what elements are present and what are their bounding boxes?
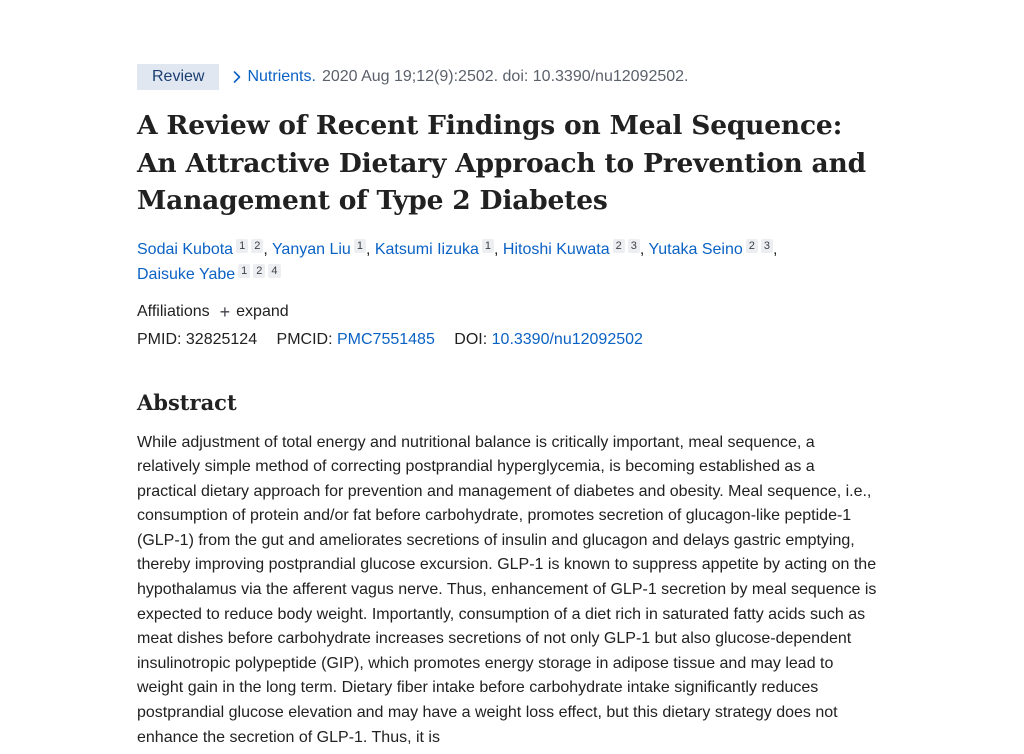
affiliation-ref[interactable]: 1	[236, 239, 248, 253]
affiliation-ref[interactable]: 3	[628, 239, 640, 253]
author-item	[272, 241, 366, 258]
article-title: A Review of Recent Findings on Meal Sequence: An Attractive Dietary Approach to Prevention and Management of Type 2 Diabetes	[137, 110, 866, 216]
affiliations-toggle[interactable]	[137, 300, 877, 324]
pmcid-link[interactable]: PMC7551485	[337, 330, 435, 348]
pmid-value: 32825124	[185, 330, 258, 348]
affiliation-ref[interactable]: 2	[253, 264, 265, 278]
affiliation-ref[interactable]: 4	[268, 264, 280, 278]
affiliations-label: Affiliations	[137, 302, 210, 320]
affiliation-ref[interactable]: 1	[354, 239, 366, 253]
author-link[interactable]: Daisuke Yabe	[137, 265, 236, 283]
citation-details: 2020 Aug 19;12(9):2502. doi: 10.3390/nu12092502.	[321, 68, 689, 85]
affiliation-ref[interactable]: 2	[746, 239, 758, 253]
author-link[interactable]: Yutaka Seino	[648, 240, 743, 258]
doi-link[interactable]: 10.3390/nu12092502	[491, 330, 643, 348]
author-item	[503, 241, 640, 258]
author-link[interactable]: Hitoshi Kuwata	[502, 240, 610, 258]
author-item	[375, 241, 494, 258]
affiliation-ref[interactable]: 1	[238, 264, 250, 278]
chevron-right-icon	[229, 69, 245, 85]
doi-label: DOI:	[454, 330, 488, 348]
pmid-label: PMID:	[137, 330, 182, 348]
plus-icon: +	[219, 301, 231, 322]
affiliation-ref[interactable]: 3	[761, 239, 773, 253]
author-item	[137, 266, 281, 283]
affiliation-ref[interactable]: 1	[482, 239, 494, 253]
author-link[interactable]: Katsumi Iizuka	[374, 240, 479, 258]
expand-label: expand	[236, 302, 289, 320]
affiliation-ref[interactable]: 2	[251, 239, 263, 253]
identifiers	[137, 328, 877, 352]
abstract-text: While adjustment of total energy and nutritional balance is critically important, meal sequence, a relatively simple method of correcting postprandial hyperglycemia, is becoming established as a practical dietary approach for prevention and management of diabetes and obesity. Meal sequence, i.e., consumption of protein and/or fat before carbohydrate, promotes secretion of glucagon-like peptide-1 (GLP-1) from the gut and ameliorates secretions of insulin and glucagon and delays gastric emptying, thereby improving postprandial glucose excursion. GLP-1 is known to suppress appetite by acting on the hypothalamus via the afferent vagus nerve. Thus, enhancement of GLP-1 secretion by meal sequence is expected to reduce body weight. Importantly, consumption of a diet rich in saturated fatty acids such as meat dishes before carbohydrate increases secretions of not only GLP-1 but also glucose-dependent insulinotropic polypeptide (GIP), which promotes energy storage in adipose tissue and may lead to weight gain in the long term. Dietary fiber intake before carbohydrate intake significantly reduces postprandial glucose elevation and may have a weight loss effect, but this dietary strategy does not enhance the secretion of GLP-1. Thus, it is	[137, 433, 877, 746]
journal-link[interactable]: Nutrients.	[247, 68, 316, 85]
author-link[interactable]: Sodai Kubota	[137, 240, 234, 258]
author-list: Sodai Kubota 1 2 , Yanyan Liu 1 , Katsumi Iizuka 1 , Hitoshi Kuwata 2 3 , Yutaka Seino 2 3 , Daisuke Yabe 1 2 4	[137, 239, 778, 283]
citation-line	[137, 64, 877, 90]
pmcid-label: PMCID:	[276, 330, 333, 348]
author-link[interactable]: Yanyan Liu	[271, 240, 351, 258]
article	[137, 64, 877, 750]
abstract-heading: Abstract	[137, 389, 237, 415]
author-item	[648, 241, 773, 258]
author-item	[137, 241, 263, 258]
affiliation-ref[interactable]: 2	[613, 239, 625, 253]
article-type-badge: Review	[137, 64, 219, 90]
